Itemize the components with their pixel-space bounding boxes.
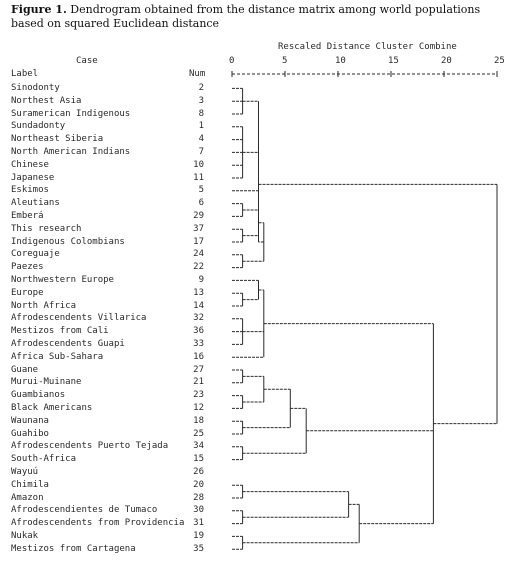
case-label: Afrodescendientes de Tumaco (11, 505, 158, 516)
case-number: 22 (193, 262, 204, 273)
case-label: Waunana (11, 415, 49, 426)
case-label: Mestizos from Cartagena (11, 543, 136, 554)
case-number: 4 (198, 134, 204, 145)
case-label: Aleutians (11, 198, 60, 209)
case-number: 11 (193, 172, 204, 183)
case-label: North American Indians (11, 147, 131, 157)
case-number: 30 (193, 505, 204, 516)
case-label: Indigenous Colombians (11, 236, 125, 247)
case-number: 21 (193, 377, 204, 388)
case-label: Nukak (11, 531, 39, 541)
case-label: Afrodescendents from Providencia (11, 518, 185, 529)
case-label: Europe (11, 287, 44, 298)
case-number: 5 (198, 185, 204, 196)
case-number: 31 (193, 518, 204, 529)
case-number: 7 (198, 147, 204, 157)
case-header: Case (76, 56, 98, 66)
case-label: Afrodescendents Guapi (11, 339, 125, 349)
case-label: South-Africa (11, 454, 77, 465)
axis-tick-label: 15 (388, 56, 399, 66)
axis-tick-label: 0 (229, 56, 235, 66)
case-label: Wayuú (11, 467, 39, 477)
case-number: 15 (193, 454, 204, 465)
label-header: Label (11, 69, 39, 79)
case-label: Sundadonty (11, 121, 66, 132)
case-number: 2 (198, 83, 204, 93)
case-label: Guane (11, 364, 39, 375)
case-number: 13 (193, 287, 204, 298)
case-number: 28 (193, 492, 204, 503)
case-label: Africa Sub-Sahara (11, 351, 104, 362)
case-label: Northwestern Europe (11, 275, 114, 285)
case-label: Coreguaje (11, 249, 60, 260)
case-number: 23 (193, 390, 204, 401)
case-label: Chinese (11, 159, 49, 170)
case-label: Paezes (11, 262, 44, 273)
case-number: 6 (198, 198, 204, 209)
case-number: 36 (193, 326, 204, 337)
case-label: Japanese (11, 172, 55, 183)
case-number: 1 (198, 121, 204, 132)
case-number: 18 (193, 415, 204, 426)
case-number: 16 (193, 351, 204, 362)
case-label: Emberá (11, 211, 44, 221)
case-number: 27 (193, 364, 204, 375)
case-label: North Africa (11, 300, 77, 311)
case-label: Chimila (11, 479, 49, 490)
case-number: 14 (193, 300, 204, 311)
case-label: Northest Asia (11, 95, 82, 106)
case-number: 26 (193, 467, 204, 477)
case-label: Mestizos from Cali (11, 326, 109, 337)
axis-tick-label: 25 (494, 56, 505, 66)
axis-tick-label: 20 (441, 56, 452, 66)
case-number: 37 (193, 223, 204, 234)
case-number: 24 (193, 249, 204, 260)
case-label: Sinodonty (11, 83, 60, 93)
axis-tick-label: 10 (335, 56, 346, 66)
scale-title: Rescaled Distance Cluster Combine (278, 42, 457, 52)
case-label: Eskimos (11, 185, 49, 196)
case-number: 35 (193, 543, 204, 554)
case-number: 29 (193, 211, 204, 221)
case-label: Amazon (11, 492, 44, 503)
case-number: 8 (198, 108, 204, 119)
figure-label: Figure 1. (11, 3, 67, 16)
case-label: Afrodescendents Villarica (11, 313, 147, 324)
case-number: 34 (193, 441, 204, 452)
case-number: 20 (193, 479, 204, 490)
case-label: Murui-Muinane (11, 377, 82, 388)
case-label: Suramerican Indigenous (11, 108, 131, 119)
case-number: 3 (198, 95, 204, 106)
case-label: Afrodescendents Puerto Tejada (11, 441, 169, 452)
case-number: 19 (193, 531, 204, 541)
case-number: 32 (193, 313, 204, 324)
case-label: Northeast Siberia (11, 134, 104, 145)
case-number: 17 (193, 236, 204, 247)
case-number: 10 (193, 159, 204, 170)
case-number: 9 (198, 275, 204, 285)
case-label: This research (11, 223, 82, 234)
case-label: Guambianos (11, 390, 66, 401)
case-label: Black Americans (11, 403, 93, 413)
num-header: Num (189, 69, 206, 79)
case-number: 12 (193, 403, 204, 413)
case-label: Guahibo (11, 428, 49, 439)
case-number: 25 (193, 428, 204, 439)
axis-tick-label: 5 (282, 56, 288, 66)
caption-text: Dendrogram obtained from the distance matrix among world populations based on squared Euclidean distance (11, 3, 481, 30)
case-number: 33 (193, 339, 204, 349)
